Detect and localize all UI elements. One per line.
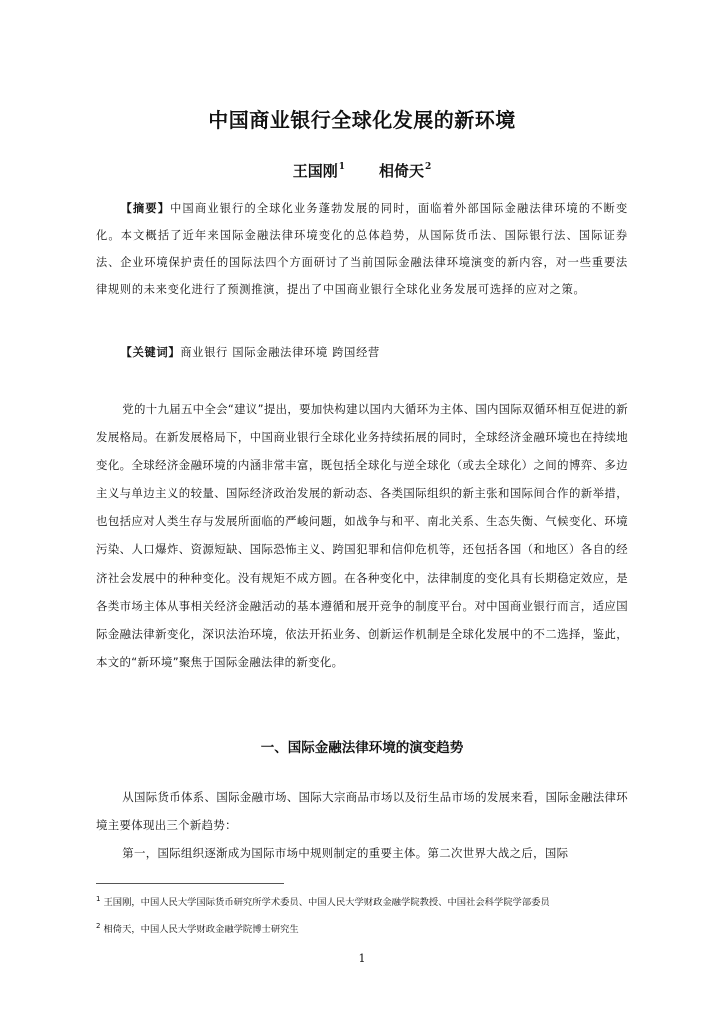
footnote-mark: 1: [96, 895, 101, 903]
keywords-label: 【关键词】: [120, 346, 181, 359]
section-paragraph: 从国际货币体系、国际金融市场、国际大宗商品市场以及衍生品市场的发展来看，国际金融法律环境主要体现出三个新趋势：: [96, 790, 628, 833]
author-line: [0, 160, 724, 181]
footnote-1: [96, 893, 628, 910]
footnote-mark: 2: [96, 922, 101, 930]
author-2: [379, 160, 431, 181]
footnote-ref[interactable]: 1: [338, 162, 345, 172]
paper-title: 中国商业银行全球化发展的新环境: [208, 108, 516, 132]
footnote-divider: [96, 883, 284, 884]
page-number: 1: [358, 952, 366, 965]
author-name: 相倚天: [379, 162, 425, 180]
keywords: [96, 341, 628, 365]
section-heading: 一、国际金融法律环境的演变趋势: [260, 740, 464, 756]
abstract-label: 【摘要】: [120, 202, 171, 215]
abstract: [96, 195, 628, 303]
author-name: 王国刚: [292, 162, 338, 180]
footnote-2: [96, 920, 628, 937]
keywords-text: 商业银行 国际金融法律环境 跨国经营: [180, 346, 380, 359]
author-1: [293, 160, 345, 181]
abstract-text: 中国商业银行的全球化业务蓬勃发展的同时，面临着外部国际金融法律环境的不断变化。本文概括了近年来国际金融法律环境变化的总体趋势，从国际货币法、国际银行法、国际证券法、企业环境保护责任的国际法四个方面研讨了当前国际金融法律环境演变的新内容，对一些重要法律规则的未来变化进行了预测推演，提出了中国商业银行全球化业务发展可选择的应对之策。: [96, 202, 628, 296]
footnote-text: 相倚天，中国人民大学财政金融学院博士研究生: [103, 924, 299, 935]
footnote-ref[interactable]: 2: [425, 162, 432, 172]
footnote-text: 王国刚，中国人民大学国际货币研究所学术委员、中国人民大学财政金融学院教授、中国社会科学院学部委员: [103, 897, 550, 908]
section-paragraph: 第一，国际组织逐渐成为国际市场中规则制定的重要主体。第二次世界大战之后，国际: [122, 846, 569, 860]
intro-paragraph: 党的十九届五中全会“建议”提出，要加快构建以国内大循环为主体、国内国际双循环相互促进的新发展格局。在新发展格局下，中国商业银行全球化业务持续拓展的同时，全球经济金融环境也在持续地变化。全球经济金融环境的内涵非常丰富，既包括全球化与逆全球化（或去全球化）之间的博弈、多边主义与单边主义的较量、国际经济政治发展的新动态、各类国际组织的新主张和国际间合作的新举措，也包括应对人类生存与发展所面临的严峻问题，如战争与和平、南北关系、生态失衡、气候变化、环境污染、人口爆炸、资源短缺、国际恐怖主义、跨国犯罪和信仰危机等，还包括各国（和地区）各自的经济社会发展中的种种变化。没有规矩不成方圆。在各种变化中，法律制度的变化具有长期稳定效应，是各类市场主体从事相关经济金融活动的基本遵循和展开竞争的制度平台。对中国商业银行而言，适应国际金融法律新变化，深识法治环境，依法开拓业务、创新运作机制是全球化发展中的不二选择，鉴此，本文的“新环境”聚焦于国际金融法律的新变化。: [96, 402, 628, 669]
